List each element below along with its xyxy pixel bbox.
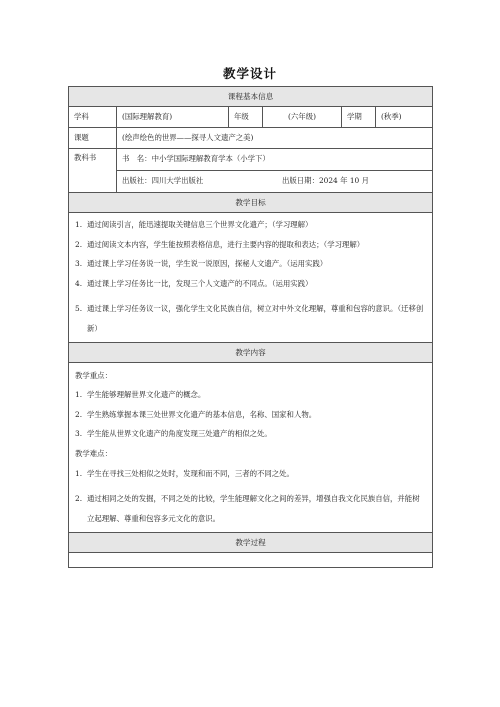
list-item: 2. 通过阅读文本内容，学生能按照表格信息，进行主要内容的提取和表达；（学习理解）	[75, 239, 365, 249]
grade-label: 年级	[229, 107, 263, 128]
list-item: 1. 学生在寻找三处相似之处时，发现和而不同，三者的不同之处。	[75, 468, 294, 478]
page-title: 教学设计	[222, 66, 277, 81]
publication-date: 出版日期：2024 年 10 月	[282, 176, 369, 186]
section-title: 教学过程	[69, 533, 433, 553]
topic-value: (绘声绘色的世界——探寻人文遗产之美)	[117, 128, 433, 149]
list-item: 4. 通过课上学习任务比一比，发现三个人文遗产的不同点。（运用实践）	[75, 278, 313, 288]
list-item: 2. 通过相同之处的发掘，不同之处的比较，学生能理解文化之间的差异，增强自我文化民族自信，并能树立起理解、尊重和包容多元文化的意识。	[75, 494, 420, 523]
list-item: 3. 通过课上学习任务说一说，学生说一说原因，探秘人文遗产。（运用实践）	[75, 259, 328, 269]
textbook-row	[69, 149, 433, 171]
textbook-name: 书 名：中小学国际理解教育学本（小学下）	[117, 149, 433, 171]
term-value: (秋季)	[376, 107, 433, 128]
section-header-objectives	[69, 193, 433, 213]
section-title: 教学内容	[69, 343, 433, 363]
section-title: 课程基本信息	[69, 87, 433, 107]
lesson-plan-table	[68, 86, 433, 568]
textbook-label: 教科书	[69, 149, 117, 193]
process-cell	[69, 553, 433, 568]
content-row	[69, 363, 433, 533]
term-label: 学期	[342, 107, 376, 128]
process-row	[69, 553, 433, 568]
publisher-cell	[117, 171, 433, 193]
topic-row	[69, 128, 433, 149]
content-list	[69, 363, 433, 533]
list-item: 5. 通过课上学习任务议一议，强化学生文化民族自信，树立对中外文化理解，尊重和包容的意识。（迁移创新）	[75, 304, 424, 333]
objectives-list	[69, 213, 433, 343]
grade-value: (六年级)	[263, 107, 342, 128]
list-item: 1. 通过阅读引言，能迅速提取关键信息三个世界文化遗产；（学习理解）	[75, 220, 313, 230]
topic-label: 课题	[69, 128, 117, 149]
section-header-basic	[69, 87, 433, 107]
section-header-process	[69, 533, 433, 553]
subject-label: 学科	[69, 107, 117, 128]
section-title: 教学目标	[69, 193, 433, 213]
difficult-points-label: 教学难点：	[75, 449, 112, 459]
publisher-row	[69, 171, 433, 193]
list-item: 3. 学生能从世界文化遗产的角度发现三处遗产的相似之处。	[75, 429, 272, 439]
subject-value: (国际理解教育)	[117, 107, 229, 128]
list-item: 2. 学生熟练掌握本课三处世界文化遗产的基本信息，名称、国家和人物。	[75, 409, 317, 419]
publisher: 出版社：四川大学出版社	[122, 176, 204, 186]
key-points-label: 教学重点：	[75, 370, 112, 380]
objectives-row	[69, 213, 433, 343]
subject-row	[69, 107, 433, 128]
list-item: 1. 学生能够理解世界文化遗产的概念。	[75, 390, 206, 400]
section-header-content	[69, 343, 433, 363]
